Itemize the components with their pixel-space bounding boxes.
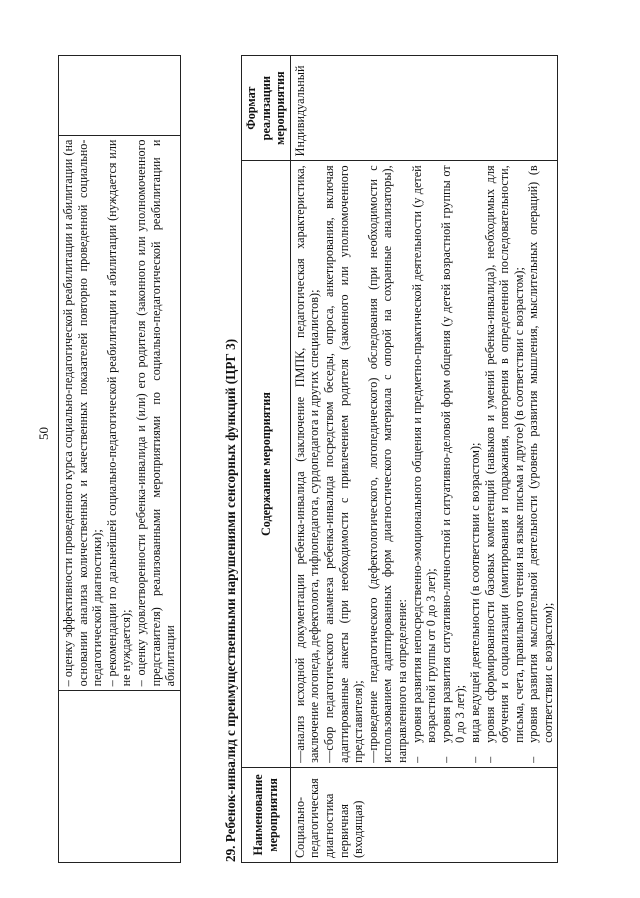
table-row — [290, 56, 558, 863]
list-item: – оценку удовлетворенности ребенка-инвалида и (или) его родителя (законного или уполномоченного представителя) реализованными мероприятиями по социально-педагогической реабилитации и абилитации — [133, 139, 178, 687]
cell-format: Индивидуальный — [290, 56, 558, 161]
list-item: – рекомендации по дальнейшей социально-педагогической реабилитации и абилитации (нуждается или не нуждается); — [104, 139, 134, 687]
table-header-row — [242, 56, 291, 863]
table-cell-content — [59, 135, 181, 691]
list-item: – оценку эффективности проведенного курса социально-педагогической реабилитации и абилитации (на основании анализа количественных и качественных показателей повторно проведенной социально-педагогической диагностики); — [61, 139, 105, 687]
dash-marker: – — [438, 756, 453, 763]
cell-name: Социально-педагогическая диагностика первичная (входящая) — [290, 767, 558, 862]
header-name: Наименование мероприятия — [242, 767, 291, 862]
content-paragraph: —проведение педагогического (дефектологического, логопедического) обследования (при необходимости с использованием адаптированных форм диагностического материала с опорой на сохранные анализаторы), направленного на определение: — [365, 165, 409, 763]
dash-marker: – — [482, 756, 497, 763]
list-item — [410, 165, 439, 762]
list-item-text: уровня развития ситуативно-личностной и ситуативно-деловой форм общения (у детей возрастной группы от 0 до 3 лет); — [438, 165, 468, 743]
continuation-table — [58, 55, 181, 863]
cell-content — [290, 161, 558, 767]
content-paragraph: —анализ исходной документации ребенка-инвалида (заключение ПМПК, педагогическая характеристика, заключение логопеда, дефектолога, тифлопедагога, сурдопедагога и других специалистов); — [292, 165, 322, 763]
table-row — [59, 56, 181, 863]
list-item — [526, 165, 555, 762]
table-cell-empty — [59, 691, 181, 863]
content-paragraph: —сбор педагогического анамнеза ребенка-инвалида посредством беседы, опроса, анкетирования, включая адаптированные анкеты (при необходимости с привлечением родителя (законного или уполномоченного представителя); — [321, 165, 366, 763]
dash-marker: – — [409, 756, 424, 763]
list-item-text: вида ведущей деятельности (в соответствии с возрастом); — [467, 442, 482, 743]
dash-marker: – — [526, 756, 541, 763]
list-item-text: уровня сформированности базовых компетенций (навыков и умений ребенка-инвалида), необходимых для обучения и социализации (имитирования и подражания, повторения в определенной последовательности, письма, счета, правильного чтения на языке письма и другое) (в соответствии с возрастом); — [482, 165, 526, 743]
list-item — [468, 165, 483, 762]
list-item — [439, 165, 468, 762]
dash-marker: – — [467, 756, 482, 763]
list-item-text: уровня развития мыслительной деятельности (уровень развития мышления, мыслительных операций) (в соответствии с возрастом); — [526, 165, 555, 743]
header-format: Формат реализации мероприятия — [242, 56, 291, 161]
page-number: 50 — [36, 427, 51, 440]
section-title: 29. Ребенок-инвалид с преимущественными нарушениями сенсорных функций (ЦРГ 3) — [223, 338, 238, 862]
list-item — [483, 165, 527, 762]
table-cell-empty — [59, 56, 181, 136]
list-item-text: уровня развития непосредственно-эмоционального общения и предметно-практической деятельности (у детей возрастной группы от 0 до 3 лет); — [409, 165, 439, 743]
header-content: Содержание мероприятия — [242, 161, 291, 767]
activities-table — [241, 55, 558, 863]
